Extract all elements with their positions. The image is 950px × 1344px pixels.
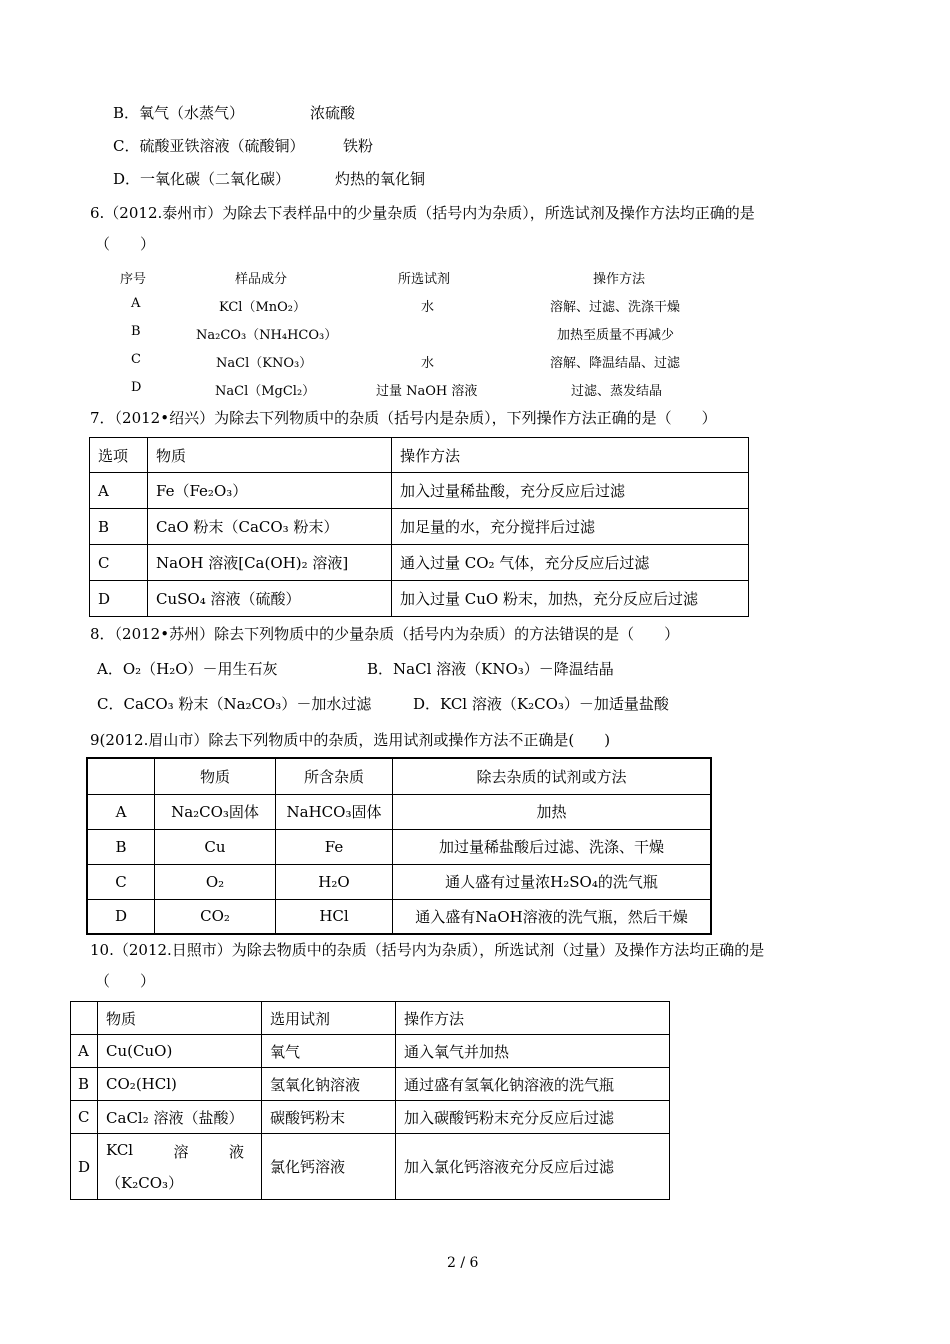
- q10-stem: 10.（2012.日照市）为除去物质中的杂质（括号内为杂质），所选试剂（过量）及操作方法均正确的是: [90, 941, 765, 959]
- q7-row-substance: NaOH 溶液[Ca(OH)₂ 溶液]: [148, 545, 392, 581]
- q10-paren: （ ）: [95, 972, 156, 990]
- q9-row-method: 加过量稀盐酸后过滤、洗涤、干燥: [393, 829, 712, 864]
- table-row: [87, 864, 711, 899]
- q8-option-c: C．CaCO₃ 粉末（Na₂CO₃）－加水过滤: [97, 695, 372, 713]
- q6-header: [0, 268, 950, 292]
- q7-row-method: 加入过量稀盐酸，充分反应后过滤: [392, 473, 749, 509]
- table-row: [87, 899, 711, 934]
- q10-table: [70, 1001, 670, 1200]
- table-row: [71, 1134, 670, 1200]
- q9-row-impurity: HCl: [276, 899, 393, 934]
- q7-row-id: B: [90, 509, 148, 545]
- table-row: [90, 473, 749, 509]
- q7-row-method: 加入过量 CuO 粉末，加热，充分反应后过滤: [392, 581, 749, 617]
- q9-row-method: 通入盛有NaOH溶液的洗气瓶，然后干燥: [393, 899, 712, 934]
- option-d-prev: [0, 168, 950, 192]
- q6-row-sample: NaCl（KNO₃）: [216, 356, 313, 371]
- q7-table: [89, 437, 749, 617]
- q10-row-id: A: [71, 1035, 98, 1068]
- table-row: [71, 1002, 670, 1035]
- q6-row-d: [0, 380, 950, 404]
- option-reagent: 铁粉: [343, 137, 374, 155]
- q6-row-id: A: [131, 296, 141, 311]
- q6-row-method: 溶解、降温结晶、过滤: [550, 356, 681, 371]
- table-row: [90, 509, 749, 545]
- page-number: 2 / 6: [447, 1255, 479, 1271]
- table-row: [90, 581, 749, 617]
- q6-row-sample: NaCl（MgCl₂）: [215, 384, 316, 399]
- q8-stem: 8．（2012•苏州）除去下列物质中的少量杂质（括号内为杂质）的方法错误的是（ ）: [90, 625, 680, 643]
- q9-row-id: A: [87, 794, 155, 829]
- q6-row-reagent: 水: [421, 300, 435, 315]
- option-label: D．一氧化碳（二氧化碳）: [113, 170, 291, 188]
- q9-row-id: D: [87, 899, 155, 934]
- q10-row-id: C: [71, 1101, 98, 1134]
- table-row: [87, 794, 711, 829]
- q9-table: [86, 757, 712, 935]
- q10-substance-line1: [106, 1141, 244, 1162]
- q10-substance-part: 液: [229, 1142, 245, 1161]
- q7-row-substance: CaO 粉末（CaCO₃ 粉末）: [148, 509, 392, 545]
- q6-row-reagent: 水: [421, 356, 435, 371]
- q10-substance-line2: （K₂CO₃）: [106, 1173, 184, 1192]
- q10-row-reagent: 碳酸钙粉末: [262, 1101, 396, 1134]
- q9-row-id: C: [87, 864, 155, 899]
- q10-row-id: B: [71, 1068, 98, 1101]
- table-row: [90, 545, 749, 581]
- q9-header-blank: [87, 758, 155, 794]
- q6-header-reagent: 所选试剂: [398, 272, 451, 287]
- q10-row-reagent: 氢氧化钠溶液: [262, 1068, 396, 1101]
- q9-row-impurity: Fe: [276, 829, 393, 864]
- q6-row-c: [0, 352, 950, 376]
- q10-header-reagent: 选用试剂: [262, 1002, 396, 1035]
- q6-row-method: 过滤、蒸发结晶: [571, 384, 663, 399]
- q10-row-reagent: 氧气: [262, 1035, 396, 1068]
- option-label: C．硫酸亚铁溶液（硫酸铜）: [113, 137, 305, 155]
- q10-row-substance: Cu(CuO): [98, 1035, 262, 1068]
- table-row: [87, 829, 711, 864]
- q9-row-impurity: H₂O: [276, 864, 393, 899]
- q7-header-method: 操作方法: [392, 438, 749, 473]
- table-row: [71, 1068, 670, 1101]
- q7-row-id: A: [90, 473, 148, 509]
- q6-stem: 6.（2012.泰州市）为除去下表样品中的少量杂质（括号内为杂质），所选试剂及操作方法均正确的是: [90, 204, 755, 222]
- q9-row-substance: Na₂CO₃固体: [155, 794, 276, 829]
- q9-row-id: B: [87, 829, 155, 864]
- q6-row-b: [0, 324, 950, 348]
- q6-header-id: 序号: [120, 272, 147, 287]
- q7-stem: 7．（2012•绍兴）为除去下列物质中的杂质（括号内是杂质），下列操作方法正确的是（ ）: [90, 409, 717, 427]
- q6-row-id: C: [131, 352, 141, 367]
- q7-header-option: 选项: [90, 438, 148, 473]
- q9-header-substance: 物质: [155, 758, 276, 794]
- q8-option-b: B．NaCl 溶液（KNO₃）－降温结晶: [367, 660, 614, 678]
- q9-header-impurity: 所含杂质: [276, 758, 393, 794]
- option-reagent: 灼热的氧化铜: [335, 170, 426, 188]
- option-b-prev: [0, 102, 950, 126]
- table-row: [90, 438, 749, 473]
- option-label: B．氧气（水蒸气）: [113, 104, 245, 122]
- q6-row-method: 加热至质量不再减少: [557, 328, 675, 343]
- option-c-prev: [0, 135, 950, 159]
- q9-row-impurity: NaHCO₃固体: [276, 794, 393, 829]
- q6-header-method: 操作方法: [593, 272, 646, 287]
- q9-row-substance: Cu: [155, 829, 276, 864]
- table-row: [71, 1035, 670, 1068]
- q10-row-method: 通过盛有氢氧化钠溶液的洗气瓶: [396, 1068, 670, 1101]
- q9-stem: 9(2012.眉山市）除去下列物质中的杂质，选用试剂或操作方法不正确是( ): [90, 731, 611, 749]
- option-reagent: 浓硫酸: [310, 104, 356, 122]
- q10-row-method: 加入氯化钙溶液充分反应后过滤: [396, 1134, 670, 1200]
- table-row: [87, 758, 711, 794]
- q6-row-reagent: 过量 NaOH 溶液: [376, 384, 478, 399]
- q10-row-substance: CO₂(HCl): [98, 1068, 262, 1101]
- q10-row-method: 通入氧气并加热: [396, 1035, 670, 1068]
- q6-row-sample: Na₂CO₃（NH₄HCO₃）: [196, 328, 338, 343]
- q10-row-substance-split: [98, 1134, 262, 1200]
- q7-row-substance: Fe（Fe₂O₃）: [148, 473, 392, 509]
- q10-row-id: D: [71, 1134, 98, 1200]
- table-row: [71, 1101, 670, 1134]
- q10-header-blank: [71, 1002, 98, 1035]
- q8-option-a: A．O₂（H₂O）－用生石灰: [97, 660, 278, 678]
- q6-row-method: 溶解、过滤、洗涤干燥: [550, 300, 681, 315]
- q10-header-substance: 物质: [98, 1002, 262, 1035]
- q9-header-method: 除去杂质的试剂或方法: [393, 758, 712, 794]
- q7-row-substance: CuSO₄ 溶液（硫酸）: [148, 581, 392, 617]
- q10-substance-part: KCl: [106, 1140, 134, 1159]
- q9-row-method: 通人盛有过量浓H₂SO₄的洗气瓶: [393, 864, 712, 899]
- q6-header-sample: 样品成分: [235, 272, 288, 287]
- q10-row-method: 加入碳酸钙粉末充分反应后过滤: [396, 1101, 670, 1134]
- q9-row-substance: CO₂: [155, 899, 276, 934]
- q6-row-a: [0, 296, 950, 320]
- q7-row-method: 加足量的水，充分搅拌后过滤: [392, 509, 749, 545]
- q8-option-d: D．KCl 溶液（K₂CO₃）－加适量盐酸: [413, 695, 669, 713]
- q10-substance-part: 溶: [173, 1142, 189, 1161]
- q7-row-id: D: [90, 581, 148, 617]
- q6-row-id: D: [131, 380, 142, 395]
- q10-header-method: 操作方法: [396, 1002, 670, 1035]
- q7-row-id: C: [90, 545, 148, 581]
- q6-row-id: B: [131, 324, 141, 339]
- q9-row-method: 加热: [393, 794, 712, 829]
- q6-paren: （ ）: [95, 235, 156, 253]
- q7-header-substance: 物质: [148, 438, 392, 473]
- q9-row-substance: O₂: [155, 864, 276, 899]
- q7-row-method: 通入过量 CO₂ 气体，充分反应后过滤: [392, 545, 749, 581]
- q10-row-substance: CaCl₂ 溶液（盐酸）: [98, 1101, 262, 1134]
- q10-row-reagent: 氯化钙溶液: [262, 1134, 396, 1200]
- q6-row-sample: KCl（MnO₂）: [219, 300, 307, 315]
